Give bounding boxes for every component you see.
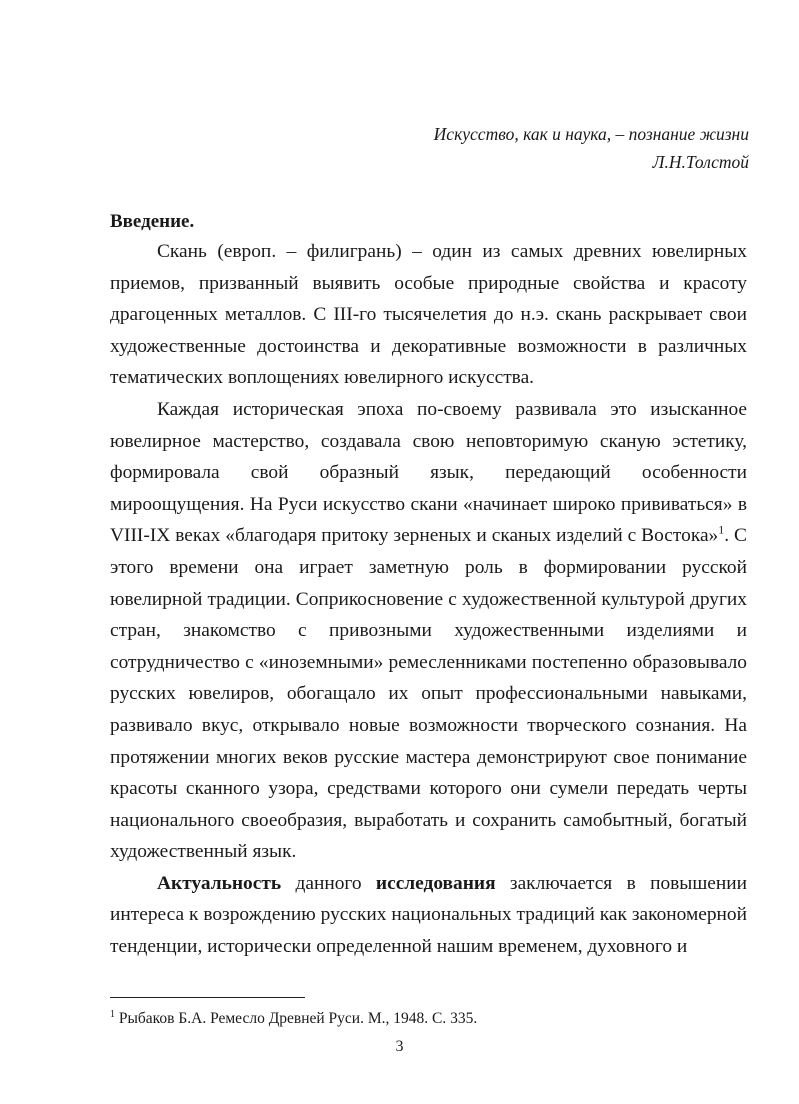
footnote-marker: 1 [110, 1008, 115, 1020]
keyword-relevance: Актуальность [157, 872, 282, 894]
footnote-divider [110, 997, 305, 998]
epigraph-quote: Искусство, как и наука, – познание жизни [433, 124, 749, 144]
footnote-text: Рыбаков Б.А. Ремесло Древней Руси. М., 1948. С. 335. [115, 1010, 478, 1027]
paragraph-3 [110, 868, 747, 963]
paragraph-2 [110, 394, 747, 868]
keyword-research: исследования [375, 872, 496, 894]
footnote [110, 1008, 477, 1030]
epigraph-author: Л.Н.Толстой [652, 152, 749, 172]
paragraph-1: Скань (европ. – филигрань) – один из самых древних ювелирных приемов, призванный выявить особые природные свойства и красоту драгоценных металлов. С III-го тысячелетия до н.э. скань раскрывает свои художественные достоинства и декоративные возможности в различных тематических воплощениях ювелирного искусства. [110, 241, 747, 389]
paragraph-2-part-b: . С этого времени она играет заметную роль в формировании русской ювелирной традиции. Соприкосновение с художественной культурой других стран, знакомство с привозными художественными изделиями и сотрудничество с «иноземными» ремесленниками постепенно образовывало русских ювелиров, обогащало их опыт профессиональными навыками, развивало вкус, открывало новые возможности творческого сознания. На протяжении многих веков русские мастера демонстрируют свое понимание красоты сканного узора, средствами которого они сумели передать черты национального своеобразия, выработать и сохранить самобытный, богатый художественный язык. [110, 525, 747, 863]
footnote-reference[interactable]: 1 [718, 522, 725, 537]
paragraph-3-rest: заключается в повышении интереса к возрождению русских национальных традиций как закономерной тенденции, исторически определенной нашим временем, духовного и [110, 872, 747, 958]
section-heading: Введение. [110, 211, 195, 232]
paragraph-3-connector: данного [281, 872, 376, 894]
body-text [110, 236, 747, 963]
page-number: 3 [395, 1038, 404, 1055]
paragraph-2-part-a: Каждая историческая эпоха по-своему развивала это изысканное ювелирное мастерство, создавала свою неповторимую сканую эстетику, формировала свой образный язык, передающий особенности мироощущения. На Руси искусство скани «начинает широко прививаться» в VIII-IX веках «благодаря притоку зерненых и сканых изделий с Востока» [110, 398, 747, 547]
